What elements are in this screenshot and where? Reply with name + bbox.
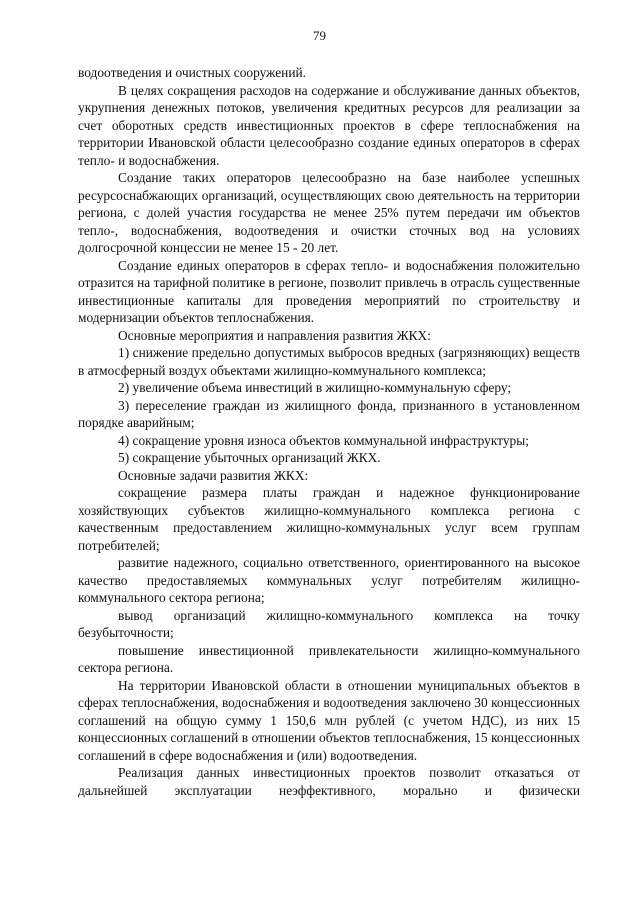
paragraph-implementation: Реализация данных инвестиционных проектов позволит отказаться от дальнейшей эксплуатации неэффективного, морально и физически xyxy=(78,765,580,798)
paragraph-5: Основные мероприятия и направления развития ЖКХ: xyxy=(118,327,431,343)
body-text xyxy=(78,64,580,799)
paragraph-1: водоотведения и очистных сооружений. xyxy=(78,65,307,80)
task-item-3: вывод организаций жилищно-коммунального комплекса на точку безубыточности; xyxy=(78,607,580,640)
paragraph-4: Создание единых операторов в сферах тепло- и водоснабжения положительно отразится на тарифной политике в регионе, позволит привлечь в отрасль существенные инвестиционные капиталы для проведения мероприятий по строительству и модернизации объектов теплоснабжения. xyxy=(78,257,580,325)
list-item-2: 2) увеличение объема инвестиций в жилищно-коммунальную сферу; xyxy=(118,380,512,395)
page-number: 79 xyxy=(313,28,326,43)
list-item-3: 3) переселение граждан из жилищного фонда, признанного в установленном порядке аварийным; xyxy=(78,397,580,430)
list-item-1: 1) снижение предельно допустимых выбросов вредных (загрязняющих) веществ в атмосферный воздух объектами жилищно-коммунального комплекса; xyxy=(78,345,580,378)
task-item-1: сокращение размера платы граждан и надежное функционирование хозяйствующих субъектов жилищно-коммунального комплекса региона с качественным предоставлением жилищно-коммунальных услуг всем группам потребителей; xyxy=(78,485,580,553)
task-item-2: развитие надежного, социально ответственного, ориентированного на высокое качество предоставляемых коммунальных услуг потребителям жилищно-коммунального сектора региона; xyxy=(78,555,580,605)
paragraph-tasks-heading: Основные задачи развития ЖКХ: xyxy=(118,467,309,483)
paragraph-concessions: На территории Ивановской области в отношении муниципальных объектов в сферах теплоснабжения, водоснабжения и водоотведения заключено 30 концессионных соглашений на общую сумму 1 150,6 млн рублей (с учетом НДС), из них 15 концессионных соглашений в отношении объектов теплоснабжения, 15 концессионных соглашений в сфере водоснабжения и (или) водоотведения. xyxy=(78,677,580,763)
task-item-4: повышение инвестиционной привлекательности жилищно-коммунального сектора региона. xyxy=(78,642,580,675)
list-item-4: 4) сокращение уровня износа объектов коммунальной инфраструктуры; xyxy=(118,432,529,448)
paragraph-3: Создание таких операторов целесообразно на базе наиболее успешных ресурсоснабжающих организаций, осуществляющих свою деятельность на территории региона, с долей участия государства не менее 25% путем передачи им объектов тепло-, водоснабжения, водоотведения и очистки сточных вод на условиях долгосрочной концессии не менее 15 - 20 лет. xyxy=(78,170,580,255)
list-item-5: 5) сокращение убыточных организаций ЖКХ. xyxy=(118,450,381,465)
paragraph-2: В целях сокращения расходов на содержание и обслуживание данных объектов, укрупнения денежных потоков, увеличения кредитных ресурсов для реализации за счет оборотных средств инвестиционных проектов в сфере теплоснабжения на территории Ивановской области целесообразно создание единых операторов в сферах тепло- и водоснабжения. xyxy=(78,82,580,168)
